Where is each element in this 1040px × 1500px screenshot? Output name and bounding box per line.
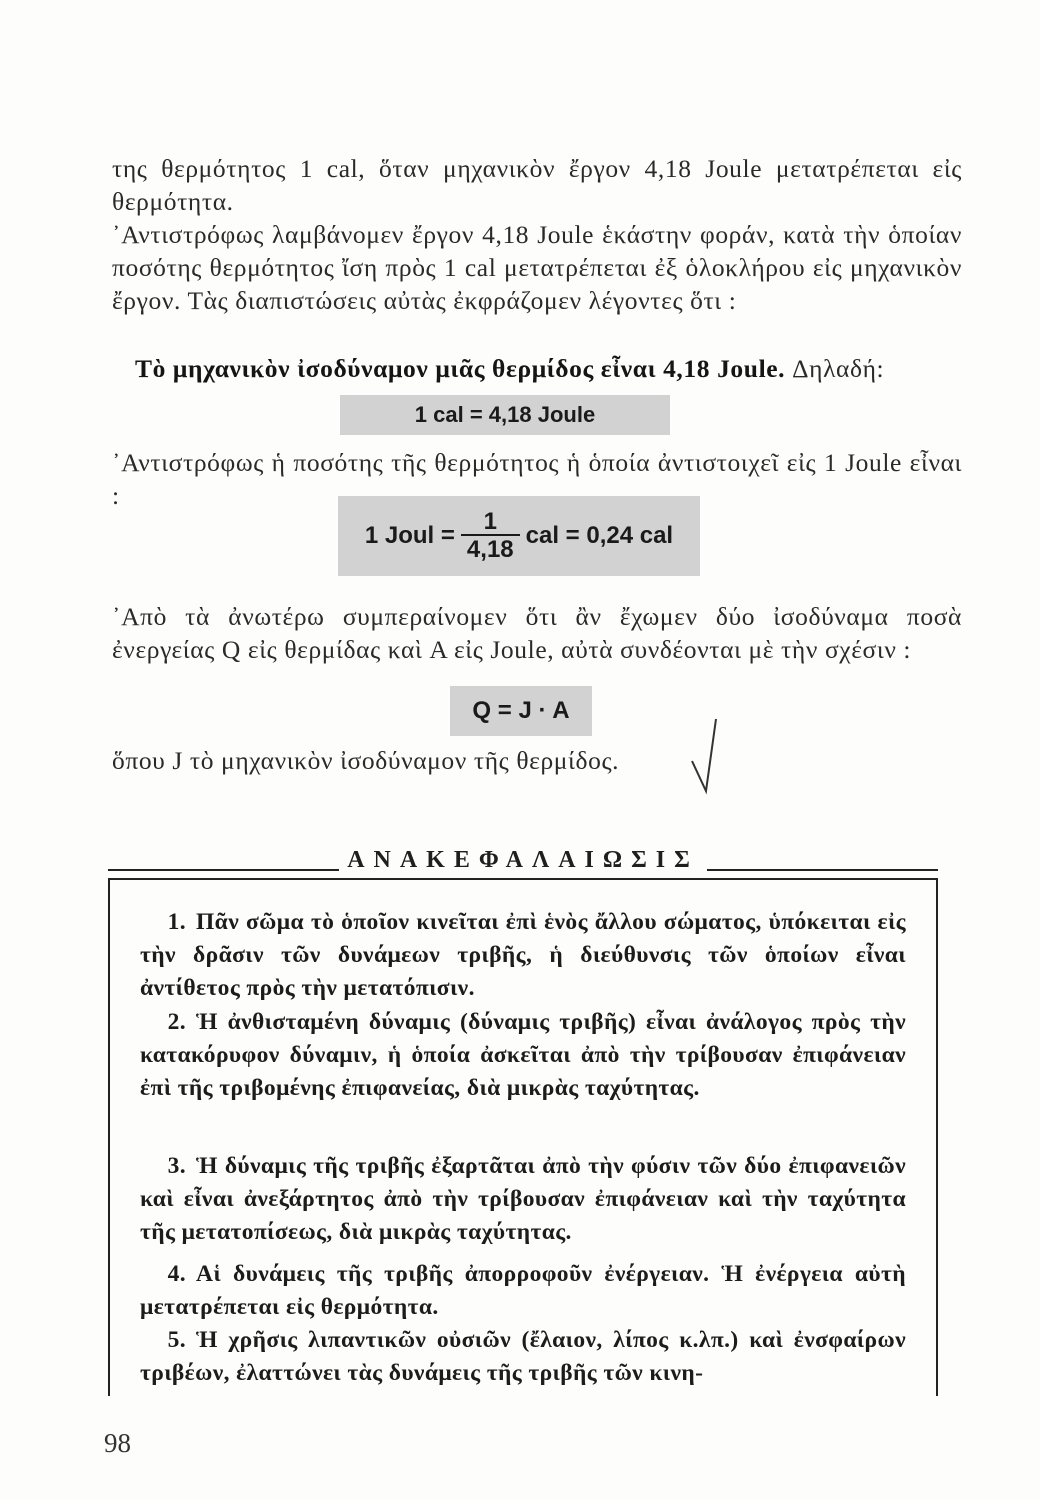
fraction [461, 510, 520, 562]
fraction-denominator: 4,18 [461, 534, 520, 562]
paragraph-1: της θερμότητος 1 cal, ὅταν μηχανικὸν ἔργον 4,18 Joule μετατρέπεται εἰς θερμότητα. [112, 154, 962, 216]
item-number: 5. [167, 1327, 186, 1353]
divider [108, 869, 339, 871]
mechanical-equivalent-statement: Τὸ μηχανικὸν ἰσοδύναμον μιᾶς θερμίδος εἶναι 4,18 Joule. [135, 354, 786, 383]
summary-item [140, 1324, 906, 1390]
item-text: Ἡ δύναμις τῆς τριβῆς ἐξαρτᾶται ἀπὸ τὴν φύσιν τῶν δύο ἐπιφανειῶν καὶ εἶναι ἀνεξάρτητος ἀπὸ τὴν τρίβουσαν ἐπιφάνειαν καὶ τὴν ταχύτητα τῆς μετατοπίσεως, διὰ μικρὰς ταχύτητας. [140, 1153, 906, 1245]
summary-heading [108, 842, 938, 878]
item-number: 3. [167, 1153, 186, 1179]
formula-joule-left: 1 Joul = [364, 522, 455, 549]
formula-joule-right: cal = 0,24 cal [525, 522, 674, 549]
item-number: 2. [167, 1009, 186, 1035]
page-number: 98 [104, 1428, 131, 1458]
divider [707, 869, 938, 871]
summary-item [140, 1258, 906, 1324]
checkmark-icon [688, 715, 722, 795]
paragraph-3 [135, 352, 962, 385]
formula-joule-cal [338, 496, 700, 576]
item-text: Ἡ ἀνθισταμένη δύναμις (δύναμις τριβῆς) εἶναι ἀνάλογος πρὸς τὴν κατακόρυφον δύναμιν, ἡ ὁποία ἀσκεῖται ἀπὸ τὴν τρίβουσαν ἐπιφάνειαν ἐπὶ τῆς τριβομένης ἐπιφανείας, διὰ μικρὰς ταχύτητας. [140, 1009, 906, 1101]
formula-q-ja: Q = J · A [450, 686, 592, 736]
summary-item [140, 906, 906, 1005]
summary-item [140, 1006, 906, 1105]
item-text: Αἱ δυνάμεις τῆς τριβῆς ἀπορροφοῦν ἐνέργειαν. Ἡ ἐνέργεια αὐτὴ μετατρέπεται εἰς θερμότητα. [140, 1261, 906, 1320]
summary-title: ΑΝΑΚΕΦΑΛΑΙΩΣΙΣ [347, 846, 699, 873]
paragraph-2: ᾿Αντιστρόφως λαμβάνομεν ἔργον 4,18 Joule ἑκάστην φοράν, κατὰ τὴν ὁποίαν ποσότης θερμότητος ἴση πρὸς 1 cal μετατρέπεται ἐξ ὁλοκλήρου εἰς μηχανικὸν ἔργον. Τὰς διαπιστώσεις αὐτὰς ἐκφράζομεν λέγοντες ὅτι : [112, 220, 962, 315]
item-number: 4. [167, 1261, 186, 1287]
paragraph-6: ὅπου J τὸ μηχανικὸν ἰσοδύναμον τῆς θερμίδος. [112, 746, 620, 775]
paragraph-5: ᾿Απὸ τὰ ἀνωτέρω συμπεραίνομεν ὅτι ἂν ἔχωμεν δύο ἰσοδύναμα ποσὰ ἐνεργείας Q εἰς θερμίδας καὶ A εἰς Joule, αὐτὰ συνδέονται μὲ τὴν σχέσιν : [112, 602, 962, 664]
paragraph-4: ᾿Αντιστρόφως ἡ ποσότης τῆς θερμότητος ἡ ὁποία ἀντιστοιχεῖ εἰς 1 Joule εἶναι : [112, 448, 962, 510]
namely-label: Δηλαδή: [792, 354, 885, 383]
formula-cal-joule: 1 cal = 4,18 Joule [340, 395, 670, 435]
fraction-numerator: 1 [483, 508, 497, 535]
item-text: Πᾶν σῶμα τὸ ὁποῖον κινεῖται ἐπὶ ἑνὸς ἄλλου σώματος, ὑπόκειται εἰς τὴν δρᾶσιν τῶν δυνάμεων τριβῆς, ἡ διεύθυνσις τῶν ὁποίων εἶναι ἀντίθετος πρὸς τὴν μετατόπισιν. [140, 909, 906, 1001]
item-number: 1. [167, 909, 186, 935]
summary-item [140, 1150, 906, 1249]
item-text: Ἡ χρῆσις λιπαντικῶν οὐσιῶν (ἔλαιον, λίπος κ.λπ.) καὶ ἐνσφαίρων τριβέων, ἐλαττώνει τὰς δυνάμεις τῆς τριβῆς τῶν κινη- [140, 1327, 906, 1386]
